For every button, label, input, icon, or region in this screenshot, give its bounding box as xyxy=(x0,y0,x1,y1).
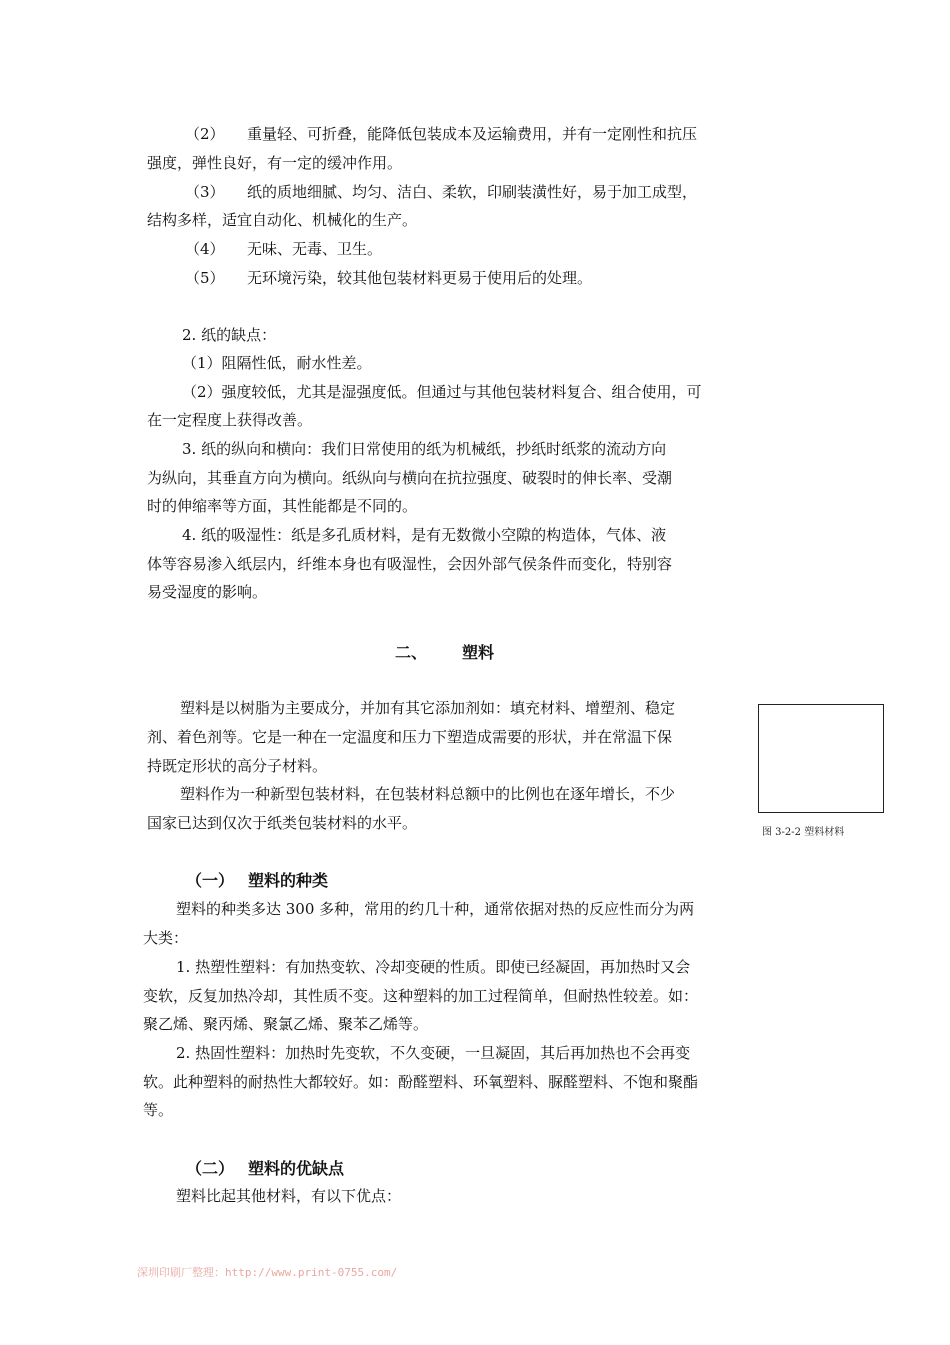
plastic-heading-title: 塑料 xyxy=(462,643,495,662)
item-2-number: （2） xyxy=(185,125,225,143)
paper-cons-2-line2: 在一定程度上获得改善。 xyxy=(147,411,313,429)
plastic-heading-number: 二、 xyxy=(395,643,428,662)
item-3-line2: 结构多样，适宜自动化、机械化的生产。 xyxy=(147,211,418,229)
item-4-number: （4） xyxy=(185,240,225,258)
thermoset-line3: 等。 xyxy=(143,1101,174,1119)
plastic-intro2-line1: 塑料作为一种新型包装材料，在包装材料总额中的比例也在逐年增长，不少 xyxy=(180,785,676,803)
paper-cons-2-line1: （2）强度较低，尤其是湿强度低。但通过与其他包装材料复合、组合使用，可 xyxy=(182,383,702,401)
thermoset-line1: 2. 热固性塑料：加热时先变软，不久变硬，一旦凝固，其后再加热也不会再变 xyxy=(176,1044,691,1062)
item-2-line1 xyxy=(185,124,697,144)
proscons-subheading-number: （二） xyxy=(186,1159,235,1178)
plastic-intro1-line3: 持既定形状的高分子材料。 xyxy=(147,757,328,775)
proscons-subheading-title: 塑料的优缺点 xyxy=(248,1159,345,1178)
item-5-text: 无环境污染，较其他包装材料更易于使用后的处理。 xyxy=(247,269,593,287)
types-subheading-title: 塑料的种类 xyxy=(248,871,329,890)
thermoplastic-line3: 聚乙烯、聚丙烯、聚氯乙烯、聚苯乙烯等。 xyxy=(143,1015,429,1033)
types-intro-line2: 大类： xyxy=(143,929,189,947)
thermoplastic-line2: 变软，反复加热冷却，其性质不变。这种塑料的加工过程简单，但耐热性较差。如： xyxy=(143,987,699,1005)
paper-direction-line2: 为纵向，其垂直方向为横向。纸纵向与横向在抗拉强度、破裂时的伸长率、受潮 xyxy=(147,469,673,487)
proscons-intro: 塑料比起其他材料，有以下优点： xyxy=(176,1187,402,1205)
item-4-text: 无味、无毒、卫生。 xyxy=(247,240,383,258)
item-3-number: （3） xyxy=(185,183,225,201)
paper-cons-1: （1）阻隔性低，耐水性差。 xyxy=(182,354,372,372)
paper-direction-line3: 时的伸缩率等方面，其性能都是不同的。 xyxy=(147,497,418,515)
plastic-intro2-line2: 国家已达到仅次于纸类包装材料的水平。 xyxy=(147,814,418,832)
plastic-intro1-line1: 塑料是以树脂为主要成分，并加有其它添加剂如：填充材料、增塑剂、稳定 xyxy=(180,699,676,717)
types-intro-line1: 塑料的种类多达 300 多种，常用的约几十种，通常依据对热的反应性而分为两 xyxy=(176,900,695,918)
paper-moisture-line1: 4. 纸的吸湿性：纸是多孔质材料，是有无数微小空隙的构造体，气体、液 xyxy=(182,526,667,544)
paper-moisture-line3: 易受湿度的影响。 xyxy=(147,583,268,601)
item-5-number: （5） xyxy=(185,269,225,287)
plastic-intro1-line2: 剂、着色剂等。它是一种在一定温度和压力下塑造成需要的形状，并在常温下保 xyxy=(147,728,673,746)
item-5-line1 xyxy=(185,268,592,288)
item-2-text: 重量轻、可折叠，能降低包装成本及运输费用，并有一定刚性和抗压 xyxy=(247,125,698,143)
thermoplastic-line1: 1. 热塑性塑料：有加热变软、冷却变硬的性质。即使已经凝固，再加热时又会 xyxy=(176,958,691,976)
item-2-line2: 强度，弹性良好，有一定的缓冲作用。 xyxy=(147,154,403,172)
footer-watermark: 深圳印刷厂整理：http://www.print-0755.com/ xyxy=(137,1266,398,1279)
figure-image-placeholder xyxy=(758,704,884,813)
figure-caption: 图 3-2-2 塑料材料 xyxy=(762,827,845,838)
paper-moisture-line2: 体等容易渗入纸层内，纤维本身也有吸湿性，会因外部气侯条件而变化，特别容 xyxy=(147,555,673,573)
item-3-line1 xyxy=(185,182,697,202)
item-3-text: 纸的质地细腻、均匀、洁白、柔软，印刷装潢性好，易于加工成型， xyxy=(247,183,698,201)
paper-cons-title: 2. 纸的缺点： xyxy=(182,326,277,344)
types-subheading-number: （一） xyxy=(186,871,235,890)
thermoset-line2: 软。此种塑料的耐热性大都较好。如：酚醛塑料、环氧塑料、脲醛塑料、不饱和聚酯 xyxy=(143,1073,699,1091)
item-4-line1 xyxy=(185,239,382,259)
paper-direction-line1: 3. 纸的纵向和横向：我们日常使用的纸为机械纸，抄纸时纸浆的流动方向 xyxy=(182,440,667,458)
